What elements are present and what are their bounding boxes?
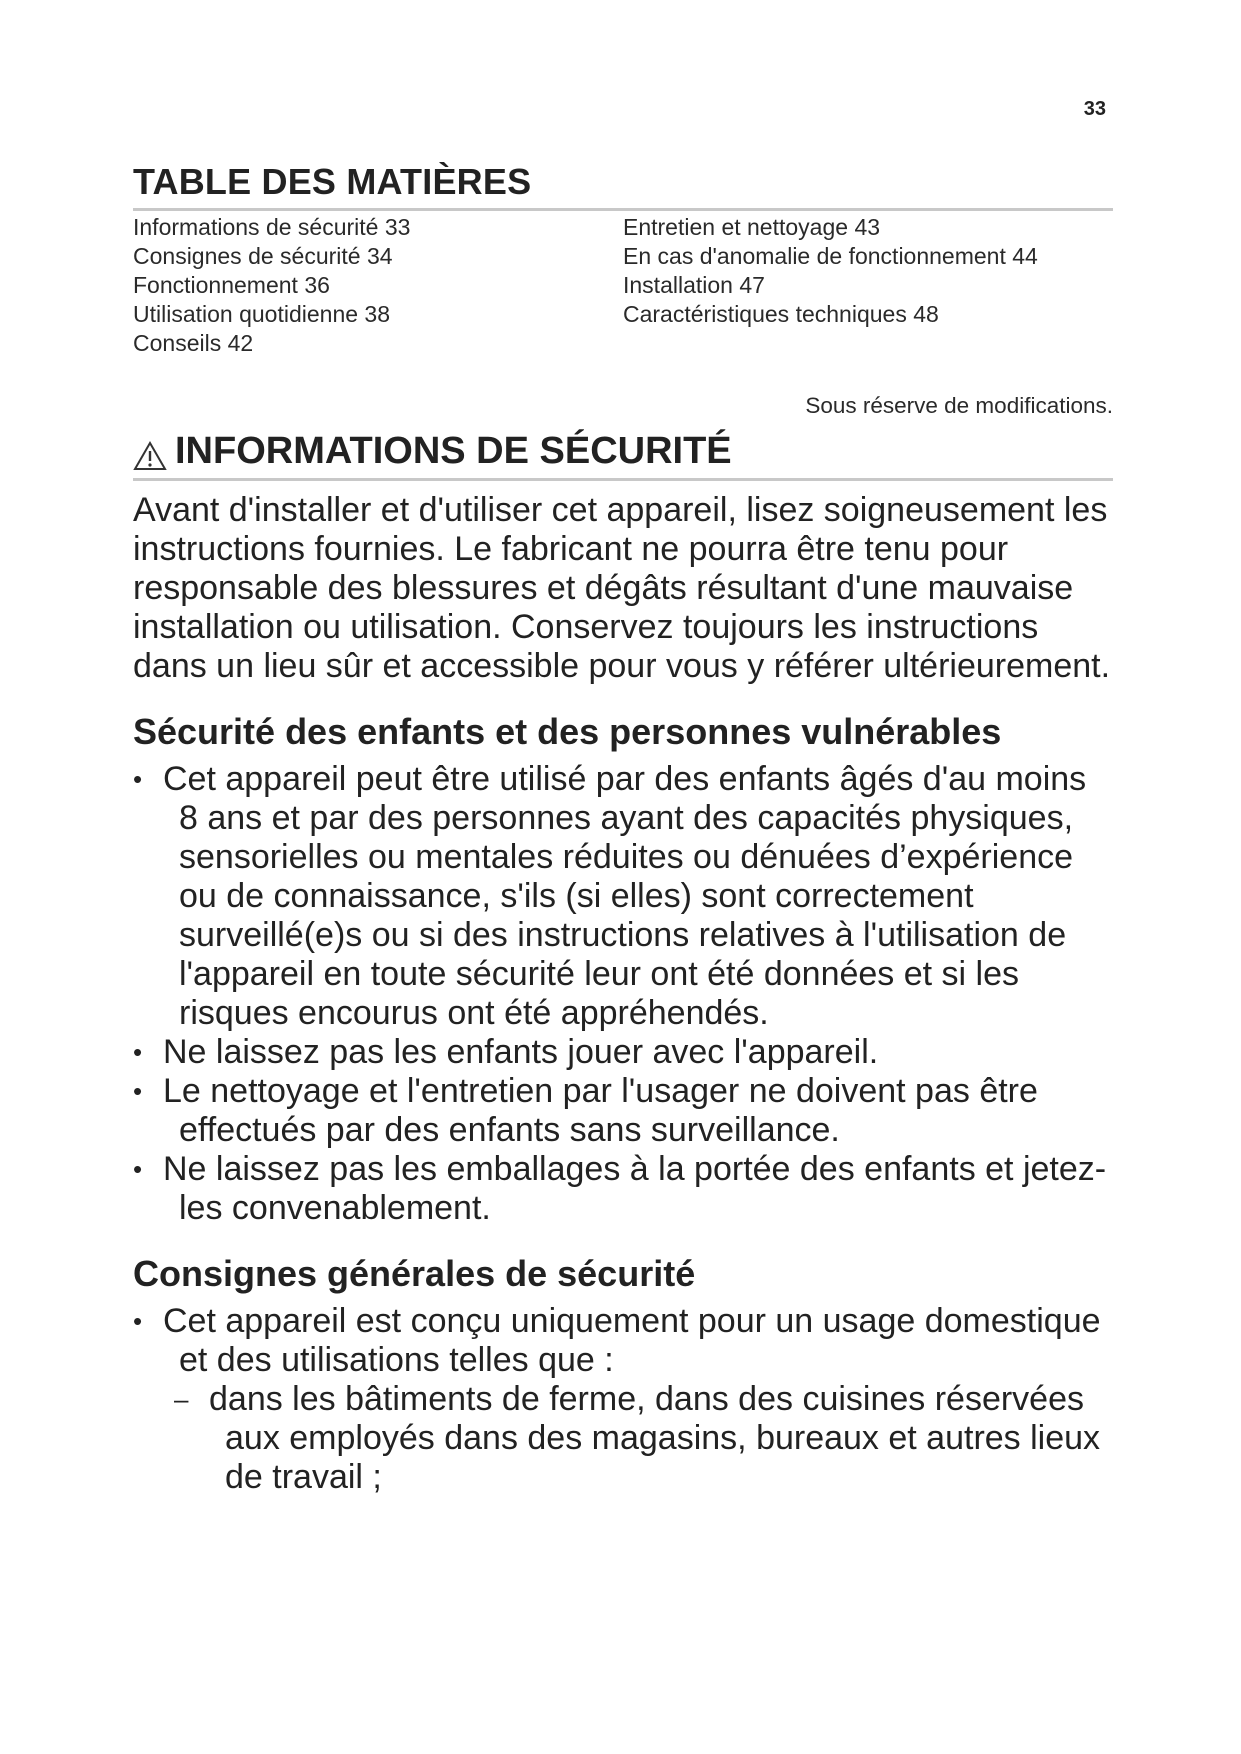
toc-divider xyxy=(133,208,1113,211)
safety-title-text: INFORMATIONS DE SÉCURITÉ xyxy=(175,430,732,472)
list-item: • Ne laissez pas les enfants jouer avec l'appareil. xyxy=(133,1033,879,1071)
page-content xyxy=(133,160,1113,1497)
safety-section-title xyxy=(133,428,1113,474)
page-number: 33 xyxy=(1083,98,1106,120)
bullet-dot: • xyxy=(133,1076,143,1106)
list-item: • Ne laissez pas les emballages à la portée des enfants et jetez-les convenablement. xyxy=(133,1150,1107,1227)
general-sub-bullet-list xyxy=(133,1380,1113,1497)
safety-divider xyxy=(133,478,1113,481)
list-item: • Cet appareil peut être utilisé par des enfants âgés d'au moins 8 ans et par des personnes ayant des capacités physiques, sensorielles ou mentales réduites ou dénuées d’expérience ou de connaissance, s'ils (si elles) sont correctement surveillé(e)s ou si des instructions relatives à l'utilisation de l'appareil en toute sécurité leur ont été données et si les risques encourus ont été appréhendés. xyxy=(133,760,1087,1032)
toc-item[interactable]: Consignes de sécurité 34 xyxy=(133,243,393,269)
bullet-dot: • xyxy=(133,1306,143,1336)
bullet-dot: • xyxy=(133,1154,143,1184)
bullet-dot: • xyxy=(133,1037,143,1067)
toc-item[interactable]: Informations de sécurité 33 xyxy=(133,214,411,240)
toc-title: TABLE DES MATIÈRES xyxy=(133,161,532,202)
table-of-contents xyxy=(133,213,1113,358)
list-item: • Le nettoyage et l'entretien par l'usager ne doivent pas être effectués par des enfants sans surveillance. xyxy=(133,1072,1038,1149)
bullet-dot: • xyxy=(133,764,143,794)
list-item: • Cet appareil est conçu uniquement pour un usage domestique et des utilisations telles que : xyxy=(133,1302,1101,1379)
safety-intro-paragraph: Avant d'installer et d'utiliser cet appareil, lisez soigneusement les instructions fournies. Le fabricant ne pourra être tenu pour responsable des blessures et dégâts résultant d'une mauvaise installation ou utilisation. Conservez toujours les instructions dans un lieu sûr et accessible pour vous y référer ultérieurement. xyxy=(133,491,1111,685)
warning-triangle-icon xyxy=(133,436,167,466)
general-section-title: Consignes générales de sécurité xyxy=(133,1253,696,1294)
toc-item[interactable]: Caractéristiques techniques 48 xyxy=(623,301,939,327)
toc-item[interactable]: Utilisation quotidienne 38 xyxy=(133,301,391,327)
toc-item[interactable]: En cas d'anomalie de fonctionnement 44 xyxy=(623,243,1038,269)
toc-item[interactable]: Conseils 42 xyxy=(133,330,254,356)
children-section-title: Sécurité des enfants et des personnes vulnérables xyxy=(133,711,1002,752)
sub-list-item: – dans les bâtiments de ferme, dans des cuisines réservées aux employés dans des magasins, bureaux et autres lieux de travail ; xyxy=(174,1380,1101,1496)
general-bullet-list xyxy=(133,1302,1113,1380)
toc-column-left xyxy=(133,213,623,358)
toc-item[interactable]: Entretien et nettoyage 43 xyxy=(623,214,881,240)
toc-item[interactable]: Installation 47 xyxy=(623,272,765,298)
modification-note: Sous réserve de modifications. xyxy=(805,393,1113,418)
toc-item[interactable]: Fonctionnement 36 xyxy=(133,272,330,298)
children-bullet-list xyxy=(133,760,1113,1228)
toc-column-right xyxy=(623,213,1113,358)
dash-marker: – xyxy=(174,1384,189,1414)
